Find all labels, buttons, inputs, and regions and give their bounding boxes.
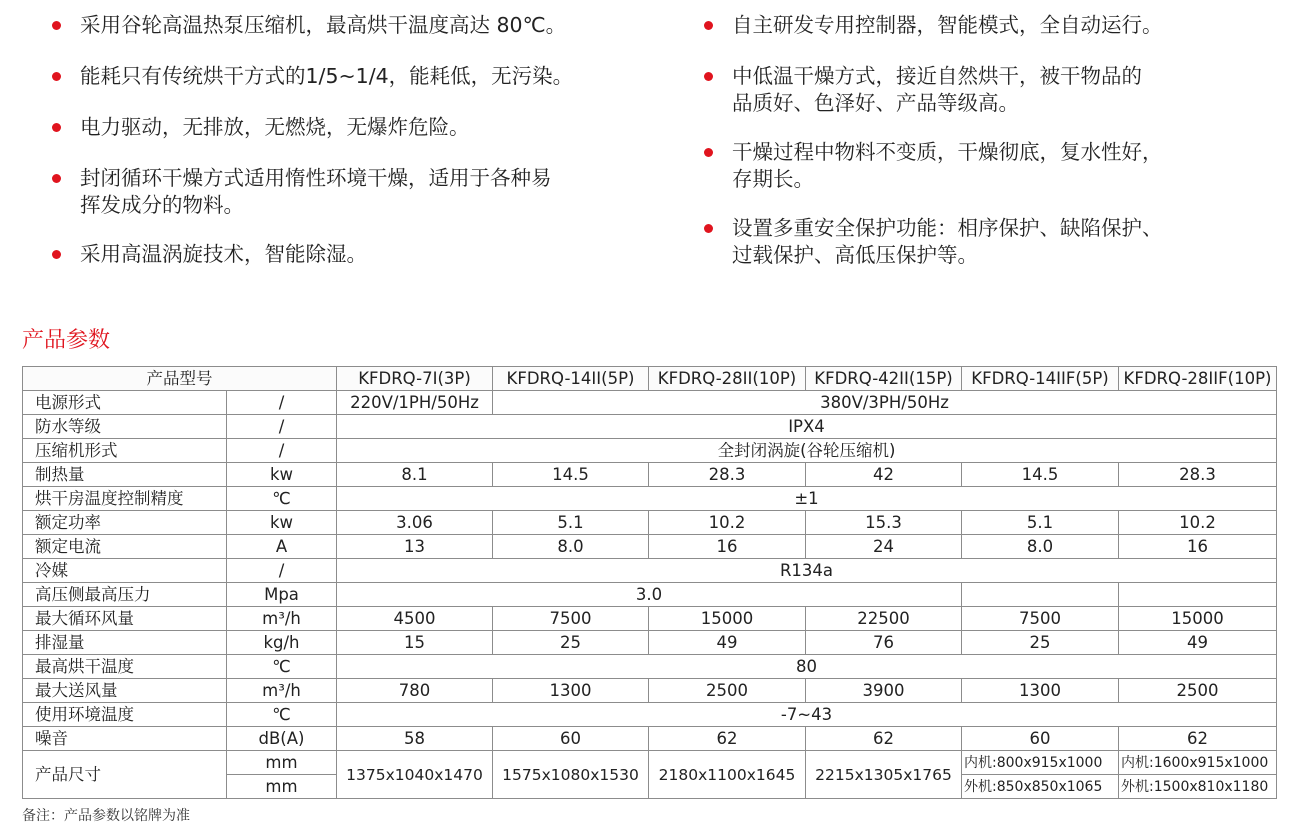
cell-value: 7500 xyxy=(493,607,649,631)
param-unit: / xyxy=(227,391,337,415)
table-row xyxy=(23,727,1277,751)
param-name: 最高烘干温度 xyxy=(23,655,227,679)
param-name: 使用环境温度 xyxy=(23,703,227,727)
model-header: KFDRQ-14IIF(5P) xyxy=(962,367,1119,391)
cell-value: 780 xyxy=(337,679,493,703)
param-unit: ℃ xyxy=(227,487,337,511)
cell-value: 8.0 xyxy=(493,535,649,559)
param-unit: kg/h xyxy=(227,631,337,655)
param-name: 额定电流 xyxy=(23,535,227,559)
table-row xyxy=(23,439,1277,463)
bullet-dot-icon xyxy=(52,123,61,132)
table-row xyxy=(23,415,1277,439)
cell-value: 14.5 xyxy=(962,463,1119,487)
param-name: 产品尺寸 xyxy=(23,751,227,799)
cell-value: 60 xyxy=(962,727,1119,751)
bullet-dot-icon xyxy=(52,21,61,30)
param-name: 烘干房温度控制精度 xyxy=(23,487,227,511)
cell-value: 62 xyxy=(806,727,962,751)
feature-item: 电力驱动，无排放，无燃烧，无爆炸危险。 xyxy=(48,114,668,141)
cell-value: 1375x1040x1470 xyxy=(337,751,493,799)
cell-value: 2180x1100x1645 xyxy=(649,751,806,799)
cell-value xyxy=(962,583,1119,607)
cell-value: IPX4 xyxy=(337,415,1277,439)
cell-value: 15000 xyxy=(649,607,806,631)
cell-value: 42 xyxy=(806,463,962,487)
feature-item: 能耗只有传统烘干方式的1/5~1/4，能耗低，无污染。 xyxy=(48,63,668,90)
model-header: KFDRQ-28II(10P) xyxy=(649,367,806,391)
cell-value: 外机:850x850x1065 xyxy=(962,775,1119,799)
param-name: 噪音 xyxy=(23,727,227,751)
table-row xyxy=(23,631,1277,655)
cell-value: 14.5 xyxy=(493,463,649,487)
header-label: 产品型号 xyxy=(23,367,337,391)
cell-value: 49 xyxy=(649,631,806,655)
table-row xyxy=(23,463,1277,487)
cell-value: 15000 xyxy=(1119,607,1277,631)
param-unit: ℃ xyxy=(227,655,337,679)
feature-item: 中低温干燥方式，接近自然烘干，被干物品的 品质好、色泽好、产品等级高。 xyxy=(700,63,1260,117)
param-unit: / xyxy=(227,439,337,463)
table-row xyxy=(23,655,1277,679)
param-unit: A xyxy=(227,535,337,559)
cell-value: 62 xyxy=(1119,727,1277,751)
table-row xyxy=(23,559,1277,583)
param-name: 高压侧最高压力 xyxy=(23,583,227,607)
feature-column-left xyxy=(48,12,668,290)
param-unit: m³/h xyxy=(227,679,337,703)
cell-value: 22500 xyxy=(806,607,962,631)
cell-value: 15.3 xyxy=(806,511,962,535)
cell-value: 5.1 xyxy=(962,511,1119,535)
cell-value: 2500 xyxy=(649,679,806,703)
cell-value: 1300 xyxy=(962,679,1119,703)
table-header-row xyxy=(23,367,1277,391)
param-unit: mm xyxy=(227,751,337,775)
cell-value: 60 xyxy=(493,727,649,751)
cell-value: -7~43 xyxy=(337,703,1277,727)
param-unit: m³/h xyxy=(227,607,337,631)
model-header: KFDRQ-7I(3P) xyxy=(337,367,493,391)
cell-value: 28.3 xyxy=(1119,463,1277,487)
cell-value: 内机:800x915x1000 xyxy=(962,751,1119,775)
param-unit: / xyxy=(227,559,337,583)
table-row xyxy=(23,391,1277,415)
param-name: 最大送风量 xyxy=(23,679,227,703)
cell-value: 1575x1080x1530 xyxy=(493,751,649,799)
cell-value: 外机:1500x810x1180 xyxy=(1119,775,1277,799)
cell-value: 16 xyxy=(649,535,806,559)
cell-value: 13 xyxy=(337,535,493,559)
param-unit: / xyxy=(227,415,337,439)
table-row xyxy=(23,511,1277,535)
bullet-dot-icon xyxy=(52,250,61,259)
cell-value: 380V/3PH/50Hz xyxy=(493,391,1277,415)
cell-value: 内机:1600x915x1000 xyxy=(1119,751,1277,775)
cell-value: 24 xyxy=(806,535,962,559)
cell-value: 8.1 xyxy=(337,463,493,487)
feature-list xyxy=(0,0,1300,300)
bullet-dot-icon xyxy=(704,21,713,30)
feature-item: 采用谷轮高温热泵压缩机，最高烘干温度高达 80℃。 xyxy=(48,12,668,39)
cell-value: 49 xyxy=(1119,631,1277,655)
table-row xyxy=(23,703,1277,727)
bullet-dot-icon xyxy=(704,148,713,157)
table-row xyxy=(23,607,1277,631)
footnote: 备注：产品参数以铭牌为准 xyxy=(22,808,190,824)
model-header: KFDRQ-42II(15P) xyxy=(806,367,962,391)
feature-item: 封闭循环干燥方式适用惰性环境干燥，适用于各种易 挥发成分的物料。 xyxy=(48,165,668,219)
param-unit: ℃ xyxy=(227,703,337,727)
table-row xyxy=(23,487,1277,511)
cell-value: 3.06 xyxy=(337,511,493,535)
cell-value: 58 xyxy=(337,727,493,751)
cell-value: 7500 xyxy=(962,607,1119,631)
param-unit: dB(A) xyxy=(227,727,337,751)
cell-value: 76 xyxy=(806,631,962,655)
model-header: KFDRQ-14II(5P) xyxy=(493,367,649,391)
cell-value: 3.0 xyxy=(337,583,962,607)
cell-value: 220V/1PH/50Hz xyxy=(337,391,493,415)
feature-item: 干燥过程中物料不变质，干燥彻底，复水性好， 存期长。 xyxy=(700,139,1260,193)
param-unit: mm xyxy=(227,775,337,799)
param-unit: kw xyxy=(227,463,337,487)
table-row xyxy=(23,535,1277,559)
param-name: 制热量 xyxy=(23,463,227,487)
spec-table xyxy=(22,366,1277,799)
cell-value: 2215x1305x1765 xyxy=(806,751,962,799)
cell-value: 28.3 xyxy=(649,463,806,487)
feature-item: 采用高温涡旋技术，智能除湿。 xyxy=(48,241,668,268)
cell-value: 15 xyxy=(337,631,493,655)
param-name: 额定功率 xyxy=(23,511,227,535)
param-unit: kw xyxy=(227,511,337,535)
model-header: KFDRQ-28IIF(10P) xyxy=(1119,367,1277,391)
cell-value: 10.2 xyxy=(649,511,806,535)
bullet-dot-icon xyxy=(704,72,713,81)
table-row xyxy=(23,583,1277,607)
param-unit: Mpa xyxy=(227,583,337,607)
feature-item: 设置多重安全保护功能：相序保护、缺陷保护、 过载保护、高低压保护等。 xyxy=(700,215,1260,269)
cell-value: 3900 xyxy=(806,679,962,703)
cell-value: 80 xyxy=(337,655,1277,679)
bullet-dot-icon xyxy=(52,174,61,183)
table-row xyxy=(23,751,1277,775)
cell-value: 1300 xyxy=(493,679,649,703)
cell-value: 62 xyxy=(649,727,806,751)
param-name: 压缩机形式 xyxy=(23,439,227,463)
cell-value: ±1 xyxy=(337,487,1277,511)
cell-value: 4500 xyxy=(337,607,493,631)
cell-value: 8.0 xyxy=(962,535,1119,559)
param-name: 电源形式 xyxy=(23,391,227,415)
cell-value: 25 xyxy=(493,631,649,655)
param-name: 防水等级 xyxy=(23,415,227,439)
cell-value: 10.2 xyxy=(1119,511,1277,535)
cell-value: 25 xyxy=(962,631,1119,655)
feature-item: 自主研发专用控制器，智能模式，全自动运行。 xyxy=(700,12,1260,39)
cell-value: 5.1 xyxy=(493,511,649,535)
param-name: 排湿量 xyxy=(23,631,227,655)
param-name: 最大循环风量 xyxy=(23,607,227,631)
cell-value: 2500 xyxy=(1119,679,1277,703)
cell-value: 全封闭涡旋(谷轮压缩机) xyxy=(337,439,1277,463)
cell-value: 16 xyxy=(1119,535,1277,559)
bullet-dot-icon xyxy=(52,72,61,81)
param-name: 冷媒 xyxy=(23,559,227,583)
feature-column-right xyxy=(700,12,1260,291)
section-title: 产品参数 xyxy=(22,328,111,353)
bullet-dot-icon xyxy=(704,224,713,233)
cell-value xyxy=(1119,583,1277,607)
cell-value: R134a xyxy=(337,559,1277,583)
table-row xyxy=(23,679,1277,703)
